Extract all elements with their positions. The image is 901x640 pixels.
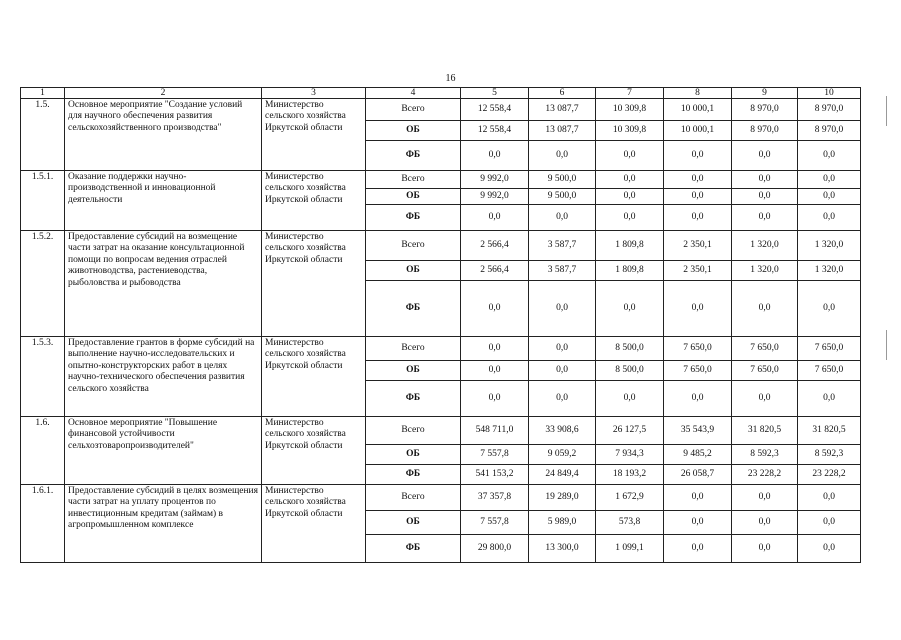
- amount-cell: 7 934,3: [596, 445, 664, 465]
- amount-cell: 1 320,0: [798, 261, 861, 281]
- amount-cell: 10 309,8: [596, 121, 664, 141]
- amount-cell: 31 820,5: [798, 417, 861, 445]
- funding-source: ФБ: [366, 465, 461, 485]
- amount-cell: 10 000,1: [664, 121, 732, 141]
- amount-cell: 0,0: [596, 171, 664, 189]
- amount-cell: 573,8: [596, 511, 664, 535]
- amount-cell: 0,0: [461, 337, 529, 361]
- column-header: 5: [461, 88, 529, 99]
- amount-cell: 0,0: [596, 381, 664, 417]
- amount-cell: 23 228,2: [732, 465, 798, 485]
- amount-cell: 0,0: [596, 205, 664, 231]
- amount-cell: 18 193,2: [596, 465, 664, 485]
- amount-cell: 26 127,5: [596, 417, 664, 445]
- amount-cell: 0,0: [664, 281, 732, 337]
- amount-cell: 7 650,0: [732, 337, 798, 361]
- amount-cell: 1 320,0: [798, 231, 861, 261]
- funding-source: ОБ: [366, 121, 461, 141]
- amount-cell: 26 058,7: [664, 465, 732, 485]
- funding-source: ОБ: [366, 189, 461, 205]
- responsible-org: Министерство сельского хозяйства Иркутской области: [262, 417, 366, 485]
- amount-cell: 2 350,1: [664, 231, 732, 261]
- funding-source: ФБ: [366, 141, 461, 171]
- amount-cell: 0,0: [732, 189, 798, 205]
- amount-cell: 9 500,0: [529, 171, 596, 189]
- funding-source: Всего: [366, 231, 461, 261]
- column-header: 3: [262, 88, 366, 99]
- amount-cell: 0,0: [461, 381, 529, 417]
- column-header: 9: [732, 88, 798, 99]
- amount-cell: 0,0: [529, 381, 596, 417]
- amount-cell: 0,0: [529, 205, 596, 231]
- column-header: 4: [366, 88, 461, 99]
- amount-cell: 0,0: [798, 511, 861, 535]
- amount-cell: 7 557,8: [461, 511, 529, 535]
- amount-cell: 0,0: [798, 381, 861, 417]
- amount-cell: 7 650,0: [664, 337, 732, 361]
- funding-source: Всего: [366, 337, 461, 361]
- amount-cell: 0,0: [732, 381, 798, 417]
- responsible-org: Министерство сельского хозяйства Иркутской области: [262, 337, 366, 417]
- amount-cell: 0,0: [798, 189, 861, 205]
- amount-cell: 1 320,0: [732, 261, 798, 281]
- amount-cell: 3 587,7: [529, 261, 596, 281]
- funding-source: ФБ: [366, 535, 461, 563]
- amount-cell: 8 970,0: [732, 121, 798, 141]
- amount-cell: 8 970,0: [798, 121, 861, 141]
- amount-cell: 2 566,4: [461, 261, 529, 281]
- item-name: Предоставление грантов в форме субсидий на выполнение научно-исследовательских и опытно-конструкторских работ в целях научно-технического обеспечения развития сельского хозяйства: [65, 337, 262, 417]
- amount-cell: 0,0: [798, 205, 861, 231]
- amount-cell: 0,0: [529, 141, 596, 171]
- budget-table: [20, 87, 861, 563]
- amount-cell: 2 566,4: [461, 231, 529, 261]
- item-number: 1.5.1.: [21, 171, 65, 231]
- table-row: [21, 337, 861, 361]
- item-name: Предоставление субсидий в целях возмещения части затрат на уплату процентов по инвестиционным кредитам (займам) в агропромышленном комплексе: [65, 485, 262, 563]
- amount-cell: 35 543,9: [664, 417, 732, 445]
- item-number: 1.5.2.: [21, 231, 65, 337]
- amount-cell: 548 711,0: [461, 417, 529, 445]
- amount-cell: 9 059,2: [529, 445, 596, 465]
- amount-cell: 0,0: [529, 361, 596, 381]
- amount-cell: 8 592,3: [798, 445, 861, 465]
- table-row: [21, 417, 861, 445]
- funding-source: Всего: [366, 171, 461, 189]
- funding-source: Всего: [366, 485, 461, 511]
- responsible-org: Министерство сельского хозяйства Иркутской области: [262, 231, 366, 337]
- amount-cell: 0,0: [732, 171, 798, 189]
- amount-cell: 24 849,4: [529, 465, 596, 485]
- amount-cell: 0,0: [664, 381, 732, 417]
- scan-edge-mark: [886, 330, 887, 360]
- amount-cell: 19 289,0: [529, 485, 596, 511]
- amount-cell: 9 485,2: [664, 445, 732, 465]
- amount-cell: 0,0: [596, 141, 664, 171]
- column-number-row: [21, 88, 861, 99]
- amount-cell: 7 557,8: [461, 445, 529, 465]
- amount-cell: 7 650,0: [798, 361, 861, 381]
- amount-cell: 0,0: [664, 141, 732, 171]
- amount-cell: 33 908,6: [529, 417, 596, 445]
- amount-cell: 1 809,8: [596, 231, 664, 261]
- amount-cell: 2 350,1: [664, 261, 732, 281]
- amount-cell: 0,0: [664, 485, 732, 511]
- amount-cell: 29 800,0: [461, 535, 529, 563]
- amount-cell: 0,0: [798, 281, 861, 337]
- amount-cell: 37 357,8: [461, 485, 529, 511]
- amount-cell: 0,0: [461, 205, 529, 231]
- amount-cell: 1 672,9: [596, 485, 664, 511]
- amount-cell: 1 099,1: [596, 535, 664, 563]
- amount-cell: 0,0: [529, 281, 596, 337]
- item-name: Основное мероприятие "Создание условий для научного обеспечения развития сельскохозяйственного производства": [65, 99, 262, 171]
- item-name: Предоставление субсидий на возмещение части затрат на оказание консультационной помощи по вопросам ведения отраслей животноводства, растениеводства, рыболовства и рыбоводства: [65, 231, 262, 337]
- amount-cell: 7 650,0: [664, 361, 732, 381]
- funding-source: ОБ: [366, 361, 461, 381]
- amount-cell: 10 000,1: [664, 99, 732, 121]
- amount-cell: 12 558,4: [461, 99, 529, 121]
- item-name: Оказание поддержки научно-производственной и инновационной деятельности: [65, 171, 262, 231]
- amount-cell: 0,0: [732, 535, 798, 563]
- amount-cell: 23 228,2: [798, 465, 861, 485]
- amount-cell: 0,0: [529, 337, 596, 361]
- amount-cell: 10 309,8: [596, 99, 664, 121]
- table-row: [21, 99, 861, 121]
- column-header: 10: [798, 88, 861, 99]
- item-number: 1.5.: [21, 99, 65, 171]
- amount-cell: 13 300,0: [529, 535, 596, 563]
- amount-cell: 0,0: [461, 361, 529, 381]
- amount-cell: 0,0: [798, 535, 861, 563]
- column-header: 6: [529, 88, 596, 99]
- amount-cell: 0,0: [732, 281, 798, 337]
- funding-source: Всего: [366, 99, 461, 121]
- responsible-org: Министерство сельского хозяйства Иркутской области: [262, 171, 366, 231]
- scan-edge-mark: [886, 96, 887, 126]
- amount-cell: 0,0: [596, 281, 664, 337]
- table-body: [21, 99, 861, 563]
- item-number: 1.6.: [21, 417, 65, 485]
- amount-cell: 31 820,5: [732, 417, 798, 445]
- amount-cell: 8 970,0: [732, 99, 798, 121]
- amount-cell: 0,0: [664, 189, 732, 205]
- amount-cell: 0,0: [461, 141, 529, 171]
- amount-cell: 8 970,0: [798, 99, 861, 121]
- amount-cell: 3 587,7: [529, 231, 596, 261]
- page-number: 16: [445, 73, 456, 84]
- amount-cell: 0,0: [732, 511, 798, 535]
- amount-cell: 8 592,3: [732, 445, 798, 465]
- amount-cell: 0,0: [732, 485, 798, 511]
- funding-source: Всего: [366, 417, 461, 445]
- amount-cell: 9 992,0: [461, 189, 529, 205]
- amount-cell: 0,0: [798, 485, 861, 511]
- table-row: [21, 231, 861, 261]
- amount-cell: 0,0: [732, 205, 798, 231]
- funding-source: ФБ: [366, 381, 461, 417]
- responsible-org: Министерство сельского хозяйства Иркутской области: [262, 485, 366, 563]
- funding-source: ОБ: [366, 261, 461, 281]
- amount-cell: 1 809,8: [596, 261, 664, 281]
- table-row: [21, 485, 861, 511]
- amount-cell: 0,0: [461, 281, 529, 337]
- amount-cell: 0,0: [664, 535, 732, 563]
- table-row: [21, 171, 861, 189]
- column-header: 1: [21, 88, 65, 99]
- amount-cell: 0,0: [798, 171, 861, 189]
- amount-cell: 8 500,0: [596, 361, 664, 381]
- item-name: Основное мероприятие "Повышение финансовой устойчивости сельхозтоваропроизводителей": [65, 417, 262, 485]
- item-number: 1.5.3.: [21, 337, 65, 417]
- amount-cell: 0,0: [798, 141, 861, 171]
- amount-cell: 5 989,0: [529, 511, 596, 535]
- amount-cell: 0,0: [664, 205, 732, 231]
- funding-source: ФБ: [366, 281, 461, 337]
- responsible-org: Министерство сельского хозяйства Иркутской области: [262, 99, 366, 171]
- amount-cell: 7 650,0: [732, 361, 798, 381]
- amount-cell: 1 320,0: [732, 231, 798, 261]
- column-header: 2: [65, 88, 262, 99]
- amount-cell: 8 500,0: [596, 337, 664, 361]
- amount-cell: 0,0: [732, 141, 798, 171]
- funding-source: ОБ: [366, 511, 461, 535]
- amount-cell: 12 558,4: [461, 121, 529, 141]
- column-header: 7: [596, 88, 664, 99]
- amount-cell: 0,0: [664, 171, 732, 189]
- amount-cell: 13 087,7: [529, 99, 596, 121]
- item-number: 1.6.1.: [21, 485, 65, 563]
- funding-source: ФБ: [366, 205, 461, 231]
- amount-cell: 7 650,0: [798, 337, 861, 361]
- amount-cell: 13 087,7: [529, 121, 596, 141]
- amount-cell: 541 153,2: [461, 465, 529, 485]
- funding-source: ОБ: [366, 445, 461, 465]
- amount-cell: 9 500,0: [529, 189, 596, 205]
- amount-cell: 0,0: [596, 189, 664, 205]
- amount-cell: 0,0: [664, 511, 732, 535]
- amount-cell: 9 992,0: [461, 171, 529, 189]
- column-header: 8: [664, 88, 732, 99]
